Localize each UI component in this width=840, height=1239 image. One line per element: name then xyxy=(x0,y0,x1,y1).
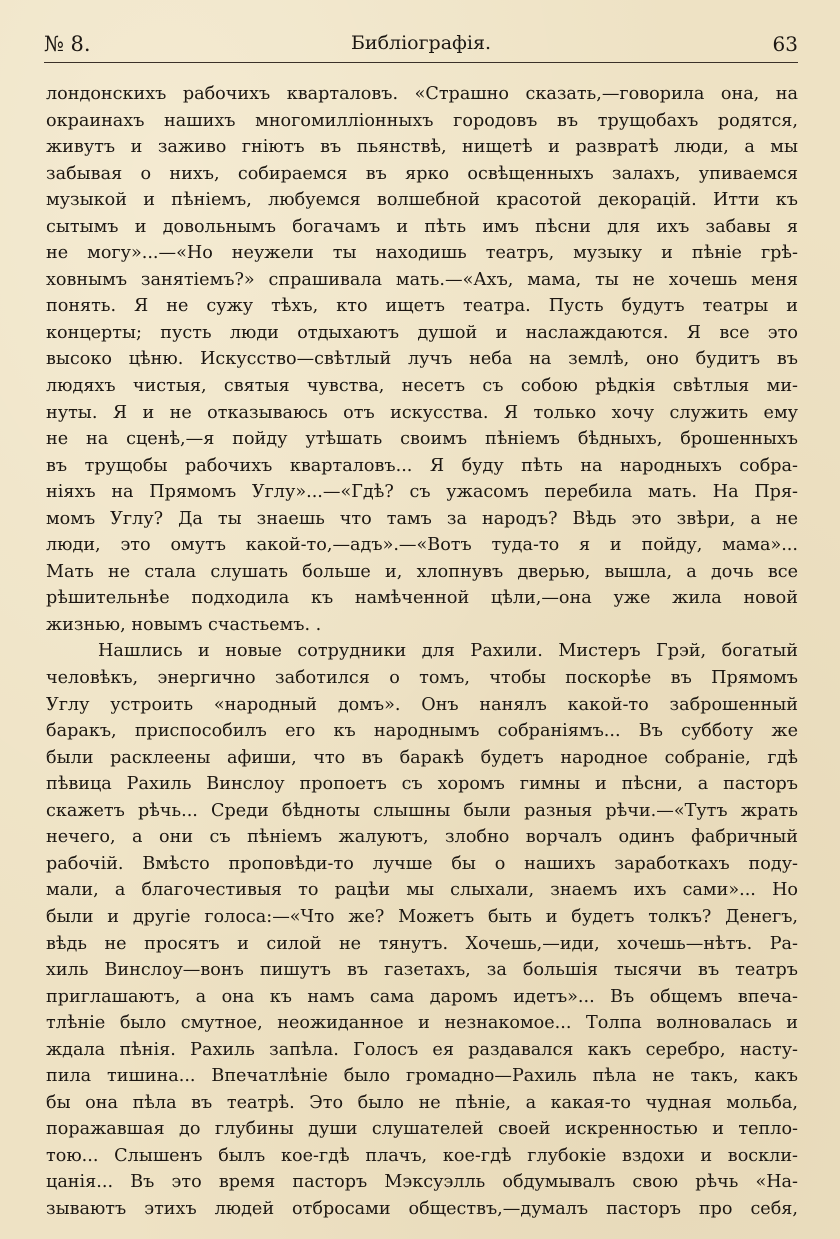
text-line: бы она пѣла въ театрѣ. Это было не пѣніе, а какая-то чудная мольба, xyxy=(46,1092,798,1113)
text-line: вѣдь не просятъ и силой не тянутъ. Хочешь,—иди, хочешь—нѣтъ. Ра- xyxy=(46,933,798,954)
issue-number: № 8. xyxy=(44,32,91,56)
text-line: скажетъ рѣчь... Среди бѣдноты слышны были разныя рѣчи.—«Тутъ жрать xyxy=(46,800,798,821)
text-line: хиль Винслоу—вонъ пишутъ въ газетахъ, за большія тысячи въ театръ xyxy=(46,960,798,981)
text-line: ховнымъ занятіемъ?» спрашивала мать.—«Ахъ, мама, ты не хочешь меня xyxy=(46,269,798,290)
text-line: нечего, а они съ пѣніемъ жалуютъ, злобно ворчалъ одинъ фабричный xyxy=(46,827,798,848)
text-line: рабочій. Вмѣсто проповѣди-то лучше бы о нашихъ заработкахъ поду- xyxy=(46,853,798,874)
text-line: концерты; пусть люди отдыхаютъ душой и наслаждаются. Я все это xyxy=(46,322,798,343)
text-line: тлѣніе было смутное, неожиданное и незнакомое... Толпа волновалась и xyxy=(46,1013,798,1034)
text-line: не на сценѣ,—я пойду утѣшать своимъ пѣніемъ бѣдныхъ, брошенныхъ xyxy=(46,429,798,450)
text-line: окраинахъ нашихъ многомилліонныхъ городовъ въ трущобахъ родятся, xyxy=(46,110,798,131)
text-line: сытымъ и довольнымъ богачамъ и пѣть имъ пѣсни для ихъ забавы я xyxy=(46,216,798,237)
text-line: ніяхъ на Прямомъ Углу»...—«Гдѣ? съ ужасомъ перебила мать. На Пря- xyxy=(46,482,798,503)
text-line: тою... Слышенъ былъ кое-гдѣ плачъ, кое-гдѣ глубокіе вздохи и воскли- xyxy=(46,1145,798,1166)
text-line: ждала пѣнія. Рахиль запѣла. Голосъ ея раздавался какъ серебро, насту- xyxy=(46,1039,798,1060)
text-line: человѣкъ, энергично заботился о томъ, чтобы поскорѣе въ Прямомъ xyxy=(46,668,798,689)
text-line: нуты. Я и не отказываюсь отъ искусства. Я только хочу служить ему xyxy=(46,402,798,423)
text-line: цанія... Въ это время пасторъ Мэксуэлль обдумывалъ свою рѣчь «На- xyxy=(46,1172,798,1193)
text-line: высоко цѣню. Искусство—свѣтлый лучъ неба на землѣ, оно будитъ въ xyxy=(46,349,798,370)
text-line: Углу устроить «народный домъ». Онъ нанялъ какой-то заброшенный xyxy=(46,694,798,715)
text-line: момъ Углу? Да ты знаешь что тамъ за народъ? Вѣдь это звѣри, а не xyxy=(46,508,798,529)
text-line: зываютъ этихъ людей отбросами обществъ,—думалъ пасторъ про себя, xyxy=(46,1198,798,1219)
text-line: понять. Я не сужу тѣхъ, кто ищетъ театра. Пусть будутъ театры и xyxy=(46,296,798,317)
text-line: людяхъ чистыя, святыя чувства, несетъ съ собою рѣдкія свѣтлыя ми- xyxy=(46,376,798,397)
text-line: живутъ и заживо гніютъ въ пьянствѣ, нищетѣ и развратѣ люди, а мы xyxy=(46,137,798,158)
text-line: рѣшительнѣе подходила къ намѣченной цѣли,—она уже жила новой xyxy=(46,588,798,609)
text-line: были и другіе голоса:—«Что же? Можетъ быть и будетъ толкъ? Денегъ, xyxy=(46,906,798,927)
text-line: Мать не стала слушать больше и, хлопнувъ дверью, вышла, а дочь все xyxy=(46,561,798,582)
text-line: приглашаютъ, а она къ намъ сама даромъ идетъ»... Въ общемъ впеча- xyxy=(46,986,798,1007)
text-line: музыкой и пѣніемъ, любуемся волшебной красотой декорацій. Итти къ xyxy=(46,190,798,211)
text-line: были расклеены афиши, что въ баракѣ будетъ народное собраніе, гдѣ xyxy=(46,747,798,768)
text-line: пила тишина... Впечатлѣніе было громадно—Рахиль пѣла не такъ, какъ xyxy=(46,1066,798,1087)
text-line: въ трущобы рабочихъ кварталовъ... Я буду пѣть на народныхъ собра- xyxy=(46,455,798,476)
text-line: баракъ, приспособилъ его къ народнымъ собраніямъ... Въ субботу же xyxy=(46,721,798,742)
text-line: жизнью, новымъ счастьемъ. . xyxy=(46,614,322,635)
page-number: 63 xyxy=(772,32,798,56)
page-header xyxy=(44,28,798,64)
text-line: пѣвица Рахиль Винслоу пропоетъ съ хоромъ гимны и пѣсни, а пасторъ xyxy=(46,774,798,795)
text-line: поражавшая до глубины души слушателей своей искренностью и тепло- xyxy=(46,1119,798,1140)
running-title: Библіографія. xyxy=(350,32,492,54)
text-line: люди, это омутъ какой-то,—адъ».—«Вотъ туда-то я и пойду, мама»... xyxy=(46,535,798,556)
text-line: Нашлись и новые сотрудники для Рахили. Мистеръ Грэй, богатый xyxy=(98,641,798,662)
text-line: лондонскихъ рабочихъ кварталовъ. «Страшно сказать,—говорила она, на xyxy=(46,84,798,104)
text-line: забывая о нихъ, собираемся въ ярко освѣщенныхъ залахъ, упиваемся xyxy=(46,163,798,184)
header-rule xyxy=(44,62,798,63)
body-text xyxy=(46,81,798,1223)
text-line: мали, а благочестивыя то рацѣи мы слыхали, знаемъ ихъ сами»... Но xyxy=(46,880,798,901)
text-line: не могу»...—«Но неужели ты находишь театръ, музыку и пѣніе грѣ- xyxy=(46,243,798,264)
